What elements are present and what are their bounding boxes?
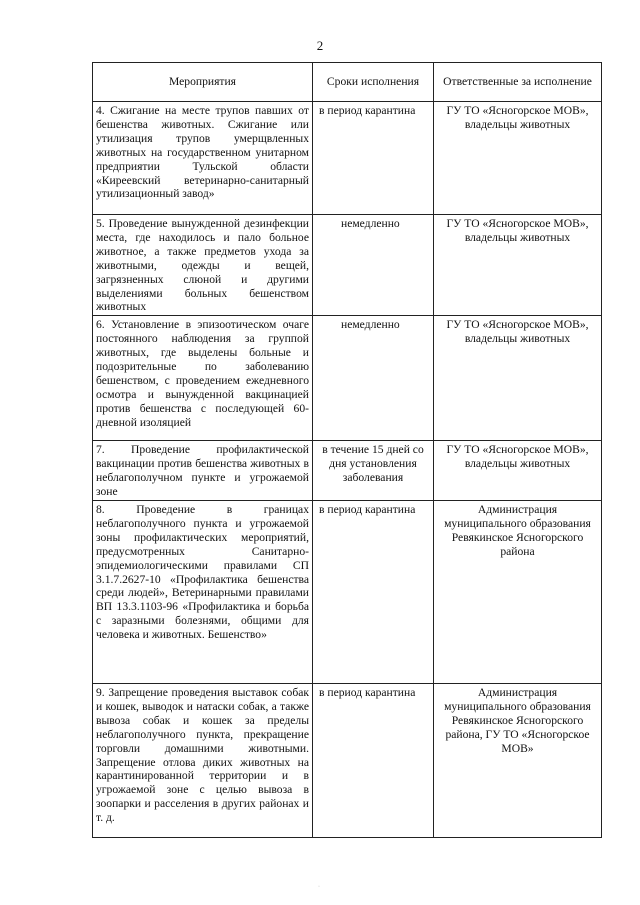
row-deadline: в период карантина bbox=[313, 102, 434, 215]
row-activity: 7. Проведение профилактической вакцинации против бешенства животных в неблагополучном пункте и угрожаемой зоне bbox=[93, 441, 313, 501]
table-row bbox=[93, 500, 602, 683]
row-deadline: в период карантина bbox=[313, 683, 434, 837]
table-row bbox=[93, 215, 602, 316]
row-activity: 9. Запрещение проведения выставок собак и кошек, выводок и натаски собак, а также вывоза собак и кошек за пределы неблагополучного пункта, прекращение торговли домашними животными. Запрещение отлова диких животных на карантинированной территории и в угрожаемой зоне с целью вывоза в зоопарки и расселения в других районах и т. д. bbox=[93, 683, 313, 837]
row-deadline: в течение 15 дней со дня установления заболевания bbox=[313, 441, 434, 501]
row-activity: 8. Проведение в границах неблагополучного пункта и угрожаемой зоны профилактических мероприятий, предусмотренных Санитарно-эпидемиологическими правилами СП 3.1.7.2627-10 «Профилактика бешенства среди людей», Ветеринарными правилами ВП 13.3.1103-96 «Профилактика и борьба с заразными болезнями, общими для человека и животных. Бешенство» bbox=[93, 500, 313, 683]
row-responsible: Администрация муниципального образования Ревякинское Ясногорского района bbox=[434, 500, 602, 683]
row-responsible: ГУ ТО «Ясногорское МОВ», владельцы животных bbox=[434, 441, 602, 501]
table-row bbox=[93, 441, 602, 501]
header-responsible: Ответственные за исполнение bbox=[434, 63, 602, 102]
table-row bbox=[93, 316, 602, 441]
row-deadline: в период карантина bbox=[313, 500, 434, 683]
row-responsible: Администрация муниципального образования Ревякинское Ясногорского района, ГУ ТО «Ясногорское МОВ» bbox=[434, 683, 602, 837]
table-header-row bbox=[93, 63, 602, 102]
scan-dot-mark: · bbox=[318, 884, 320, 890]
page-number: 2 bbox=[316, 38, 324, 53]
header-activity: Мероприятия bbox=[93, 63, 313, 102]
row-responsible: ГУ ТО «Ясногорское МОВ», владельцы животных bbox=[434, 215, 602, 316]
table-row bbox=[93, 102, 602, 215]
row-responsible: ГУ ТО «Ясногорское МОВ», владельцы животных bbox=[434, 102, 602, 215]
row-responsible: ГУ ТО «Ясногорское МОВ», владельцы животных bbox=[434, 316, 602, 441]
table-row bbox=[93, 683, 602, 837]
row-deadline: немедленно bbox=[313, 316, 434, 441]
row-activity: 5. Проведение вынужденной дезинфекции места, где находилось и пало больное животное, а также предметов ухода за животными, одежды и вещей, загрязненных слюной и другими выделениями больных бешенством животных bbox=[93, 215, 313, 316]
row-activity: 6. Установление в эпизоотическом очаге постоянного наблюдения за группой животных, где выделены больные и подозрительные по заболеванию бешенством, с проведением ежедневного осмотра и вынужденной вакцинацией против бешенства с последующей 60-дневной изоляцией bbox=[93, 316, 313, 441]
row-activity: 4. Сжигание на месте трупов павших от бешенства животных. Сжигание или утилизация трупов умерщвленных животных на государственном унитарном предприятии Тульской области «Киреевский ветеринарно-санитарный утилизационный завод» bbox=[93, 102, 313, 215]
measures-table bbox=[92, 62, 602, 838]
header-deadline: Сроки исполнения bbox=[313, 63, 434, 102]
row-deadline: немедленно bbox=[313, 215, 434, 316]
